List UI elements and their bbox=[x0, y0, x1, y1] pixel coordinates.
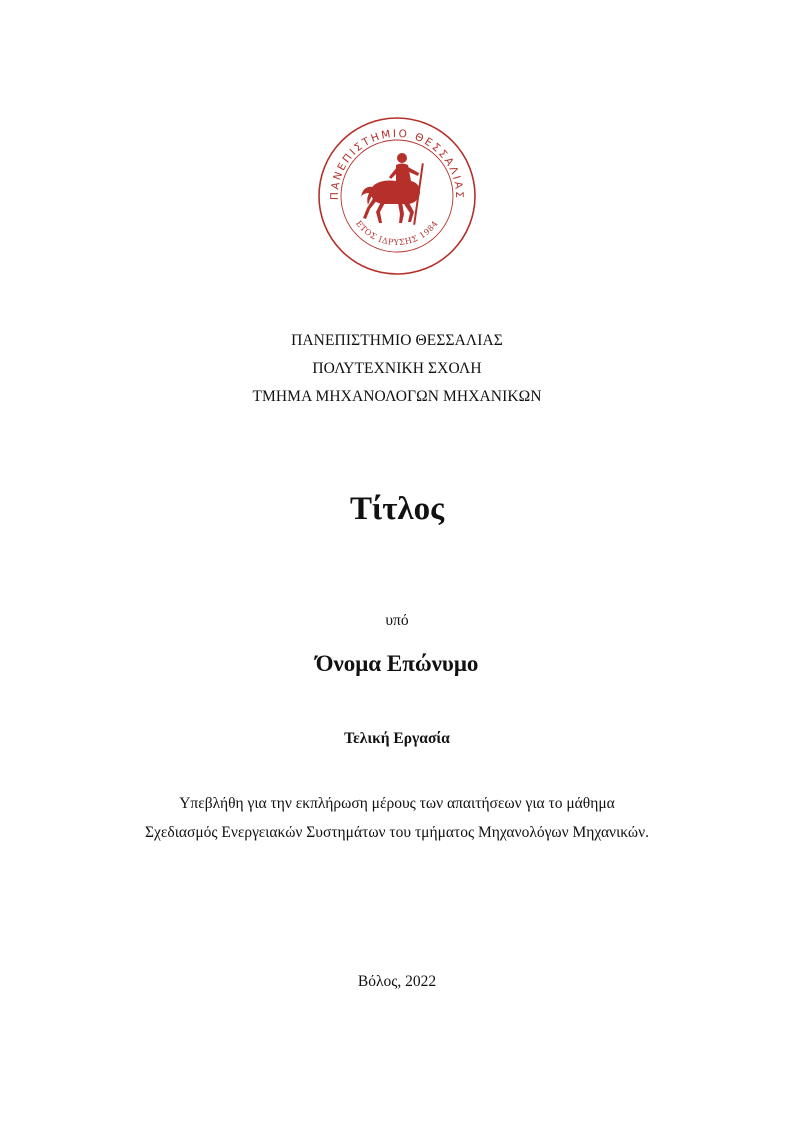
centaur-icon bbox=[361, 153, 424, 225]
centaur-seal-icon bbox=[316, 115, 478, 277]
seal-ring-text-top: ΠΑΝΕΠΙΣΤΗΜΙΟ ΘΕΣΣΑΛΙΑΣ bbox=[328, 127, 466, 201]
by-label: υπό bbox=[385, 612, 409, 629]
seal-ring-text-bottom: ΕΤΟΣ ΙΔΡΥΣΗΣ 1984 bbox=[354, 218, 440, 248]
school-name: ΠΟΛΥΤΕΧΝΙΚΗ ΣΧΟΛΗ bbox=[312, 360, 482, 377]
description-line-1: Υπεβλήθη για την εκπλήρωση μέρους των απαιτήσεων για το μάθημα bbox=[179, 795, 615, 812]
document-type: Τελική Εργασία bbox=[344, 730, 450, 747]
university-name: ΠΑΝΕΠΙΣΤΗΜΙΟ ΘΕΣΣΑΛΙΑΣ bbox=[291, 332, 503, 349]
document-title: Τίτλος bbox=[349, 491, 445, 527]
department-name: ΤΜΗΜΑ ΜΗΧΑΝΟΛΟΓΩΝ ΜΗΧΑΝΙΚΩΝ bbox=[252, 388, 542, 405]
university-seal bbox=[316, 115, 478, 277]
description-line-2: Σχεδιασμός Ενεργειακών Συστημάτων του τμήματος Μηχανολόγων Μηχανικών. bbox=[144, 824, 649, 841]
author-name: Όνομα Επώνυμο bbox=[315, 651, 479, 676]
place-and-date: Βόλος, 2022 bbox=[357, 973, 437, 990]
